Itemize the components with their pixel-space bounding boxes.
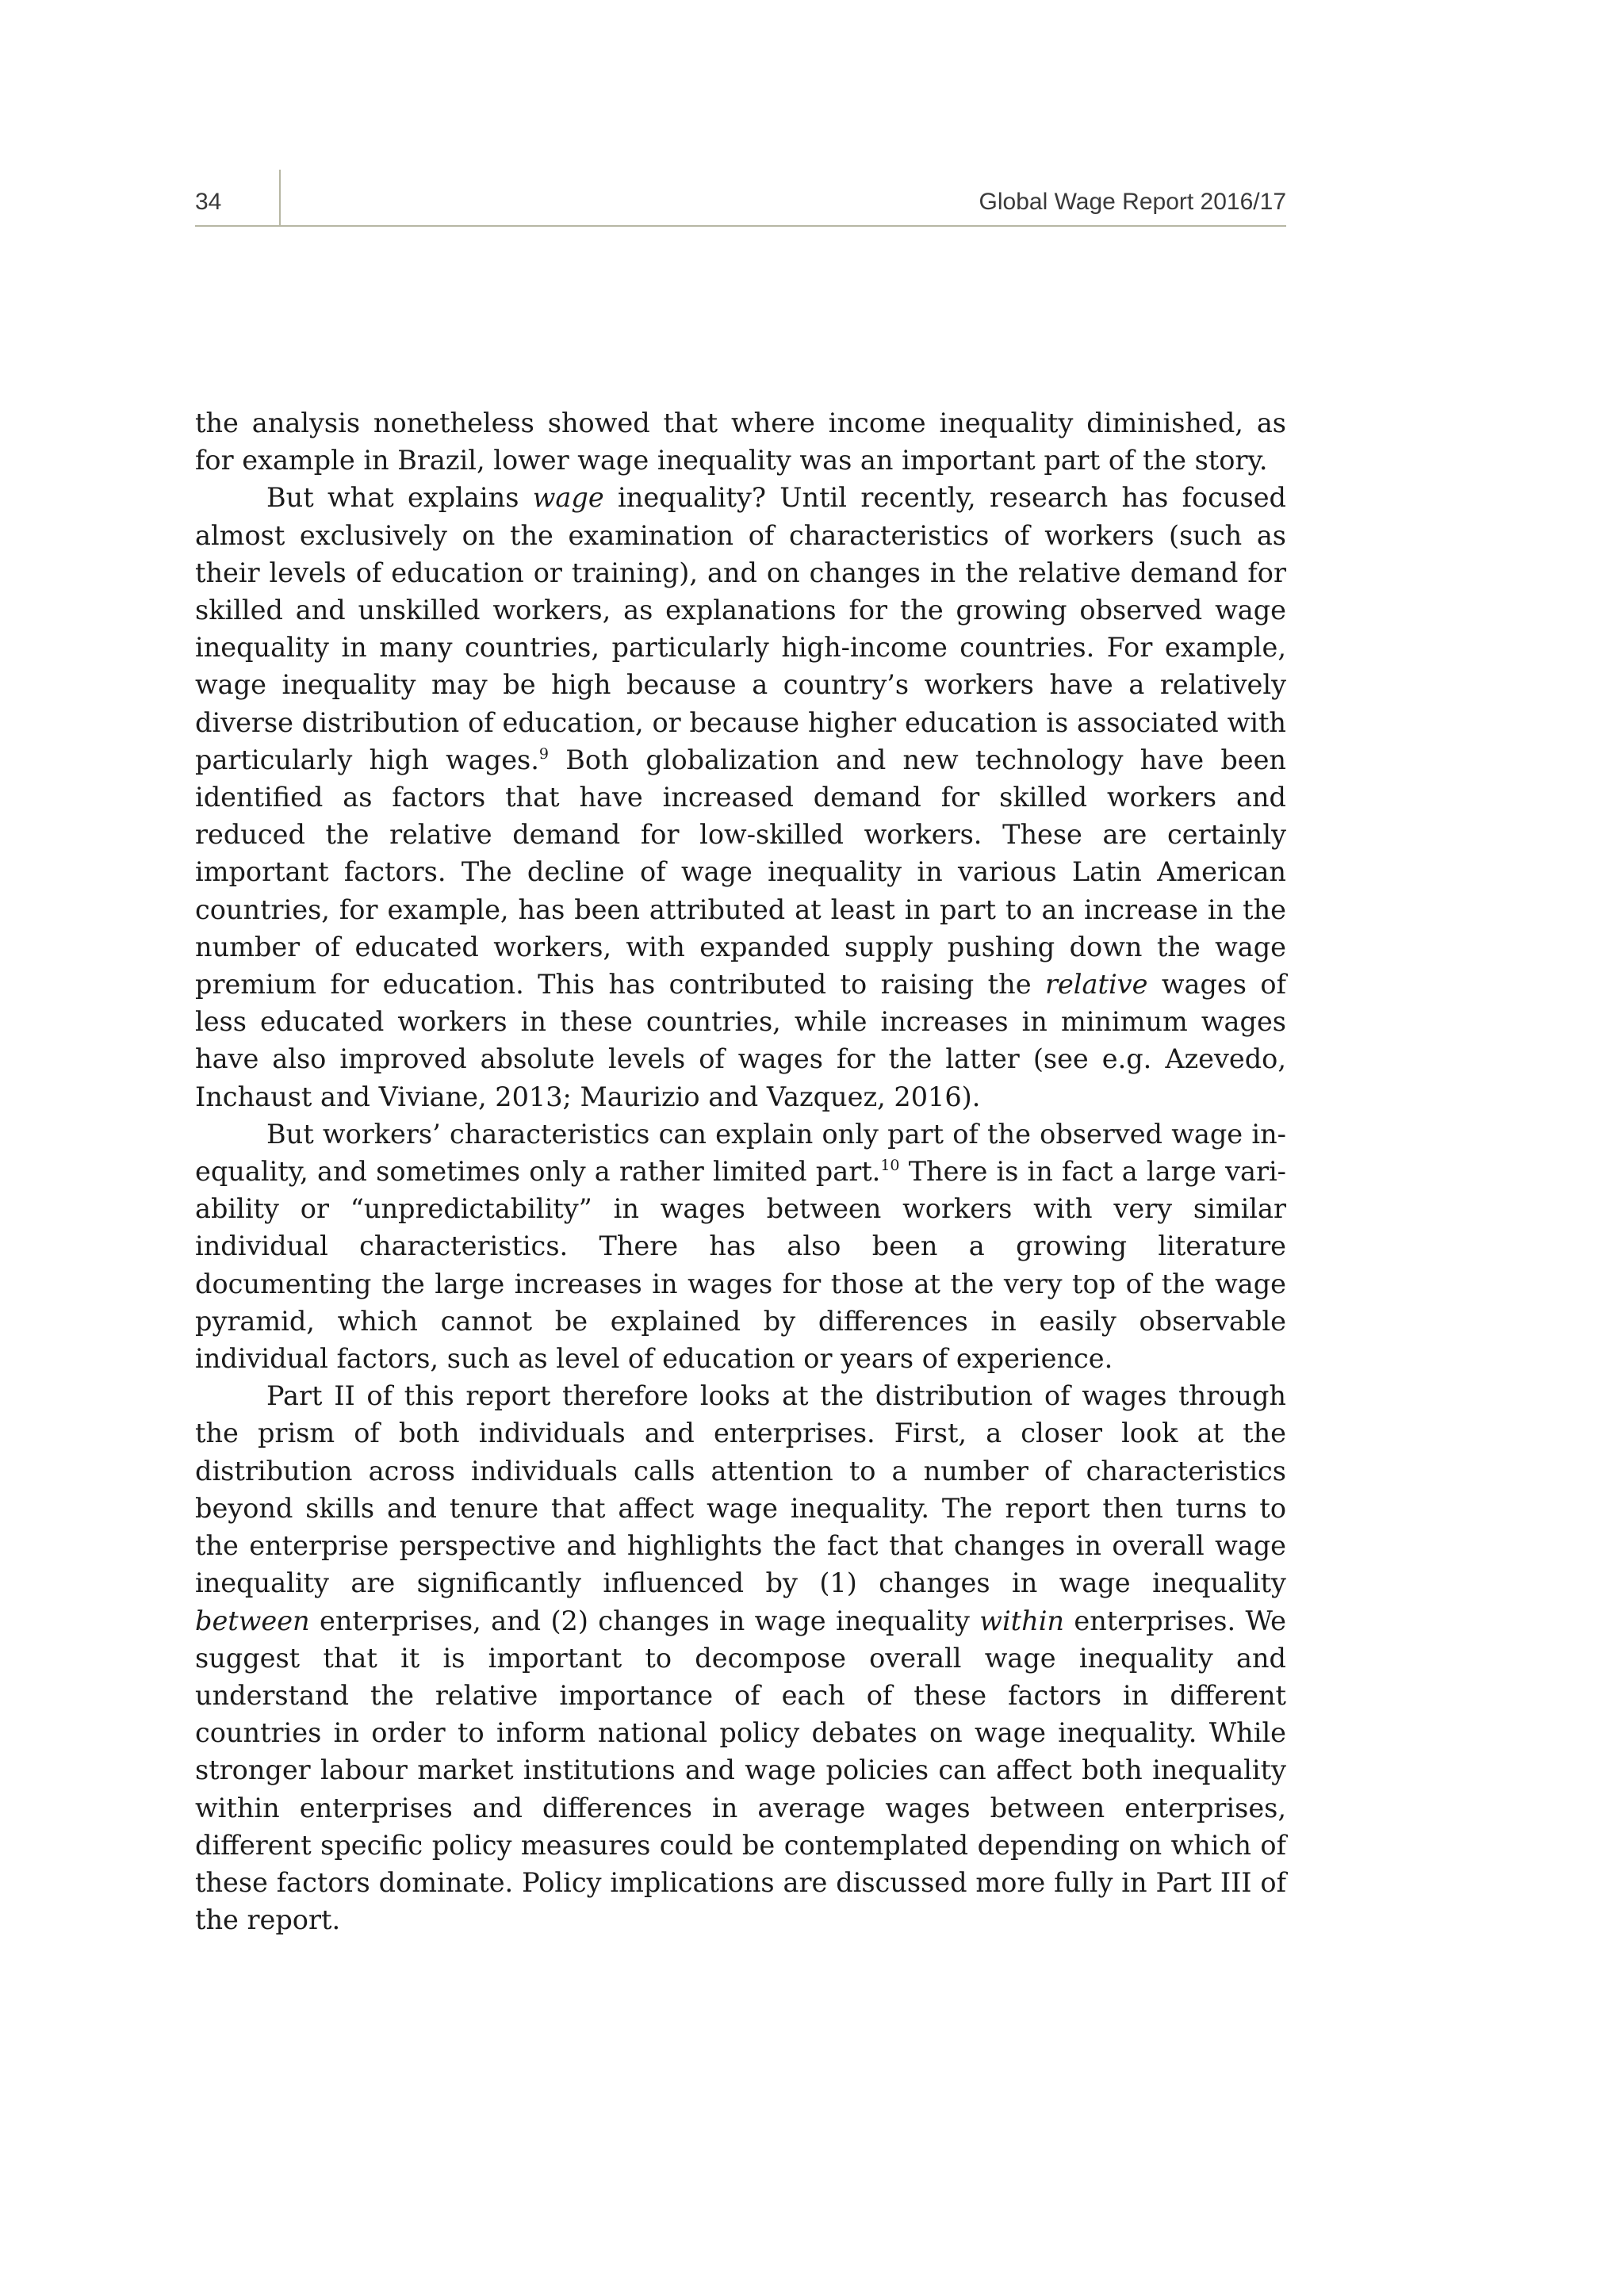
text-run: But workers’ characteristics can explain only part of the observed wage inequality, and sometimes only a rather limited part. xyxy=(195,1118,1286,1188)
footnote-marker: 10 xyxy=(880,1157,900,1175)
body-text xyxy=(195,404,1286,1938)
text-run: But what explains xyxy=(266,482,533,514)
text-run: There is in fact a large variability or “unpredictability” in wages between workers with very similar individual characteristics. There has also been a growing literature documenting the large increases in wages for those at the very top of the wage pyramid, which cannot be explained by differences in easily observable individual factors, such as level of education or years of experience. xyxy=(195,1156,1286,1375)
running-header xyxy=(195,170,1286,227)
header-divider xyxy=(279,170,281,225)
italic-run: between xyxy=(195,1605,310,1636)
text-run: wages of less educated workers in these countries, while increases in minimum wages have also improved absolute levels of wages for the latter (see e.g. Azevedo, Inchaust and Viviane, 2013; Maurizio and Vazquez, 2016). xyxy=(195,969,1286,1112)
text-run: the analysis nonetheless showed that where income inequality diminished, as for example in Brazil, lower wage inequality was an important part of the story. xyxy=(195,408,1286,476)
paragraph xyxy=(195,479,1286,1115)
page-number: 34 xyxy=(195,189,222,215)
text-run: enterprises. We suggest that it is important to decompose overall wage inequality and understand the relative importance of each of these factors in different countries in order to inform national policy debates on wage inequality. While stronger labour market institutions and wage policies can affect both inequality within enterprises and differences in average wages between enterprises, different specific policy measures could be contemplated depending on which of these factors dominate. Policy implications are discussed more fully in Part III of the report. xyxy=(195,1605,1287,1936)
paragraph xyxy=(195,404,1286,479)
text-run: Part II of this report therefore looks at the distribution of wages through the prism of both individuals and enterprises. First, a closer look at the distribution across individuals calls attention to a number of characteristics beyond skills and tenure that affect wage inequality. The report then turns to the enterprise perspective and highlights the fact that changes in overall wage inequality are significantly influenced by (1) changes in wage inequality xyxy=(195,1380,1286,1599)
running-title: Global Wage Report 2016/17 xyxy=(979,189,1286,215)
paragraph xyxy=(195,1377,1286,1938)
italic-run: within xyxy=(979,1605,1064,1636)
text-run: inequality? Until recently, research has focused almost exclusively on the examination of characteristics of workers (such as their levels of education or training), and on changes in the relative demand for skilled and unskilled workers, as explanations for the growing observed wage inequality in many countries, particularly high-income countries. For example, wage inequality may be high because a country’s workers have a relatively diverse distribution of education, or because higher education is associated with particularly high wages. xyxy=(195,482,1286,775)
italic-run: relative xyxy=(1044,969,1148,1001)
text-run: enterprises, and (2) changes in wage inequality xyxy=(309,1605,980,1636)
paragraph xyxy=(195,1115,1286,1377)
text-run: Both globalization and new technology have been identified as factors that have increased demand for skilled workers and reduced the relative demand for low-skilled workers. These are certainly important factors. The decline of wage inequality in various Latin American countries, for example, has been attributed at least in part to an increase in the number of educated workers, with expanded supply pushing down the wage premium for education. This has contributed to raising the xyxy=(195,744,1286,1001)
italic-run: wage xyxy=(532,482,604,514)
footnote-marker: 9 xyxy=(538,744,549,763)
